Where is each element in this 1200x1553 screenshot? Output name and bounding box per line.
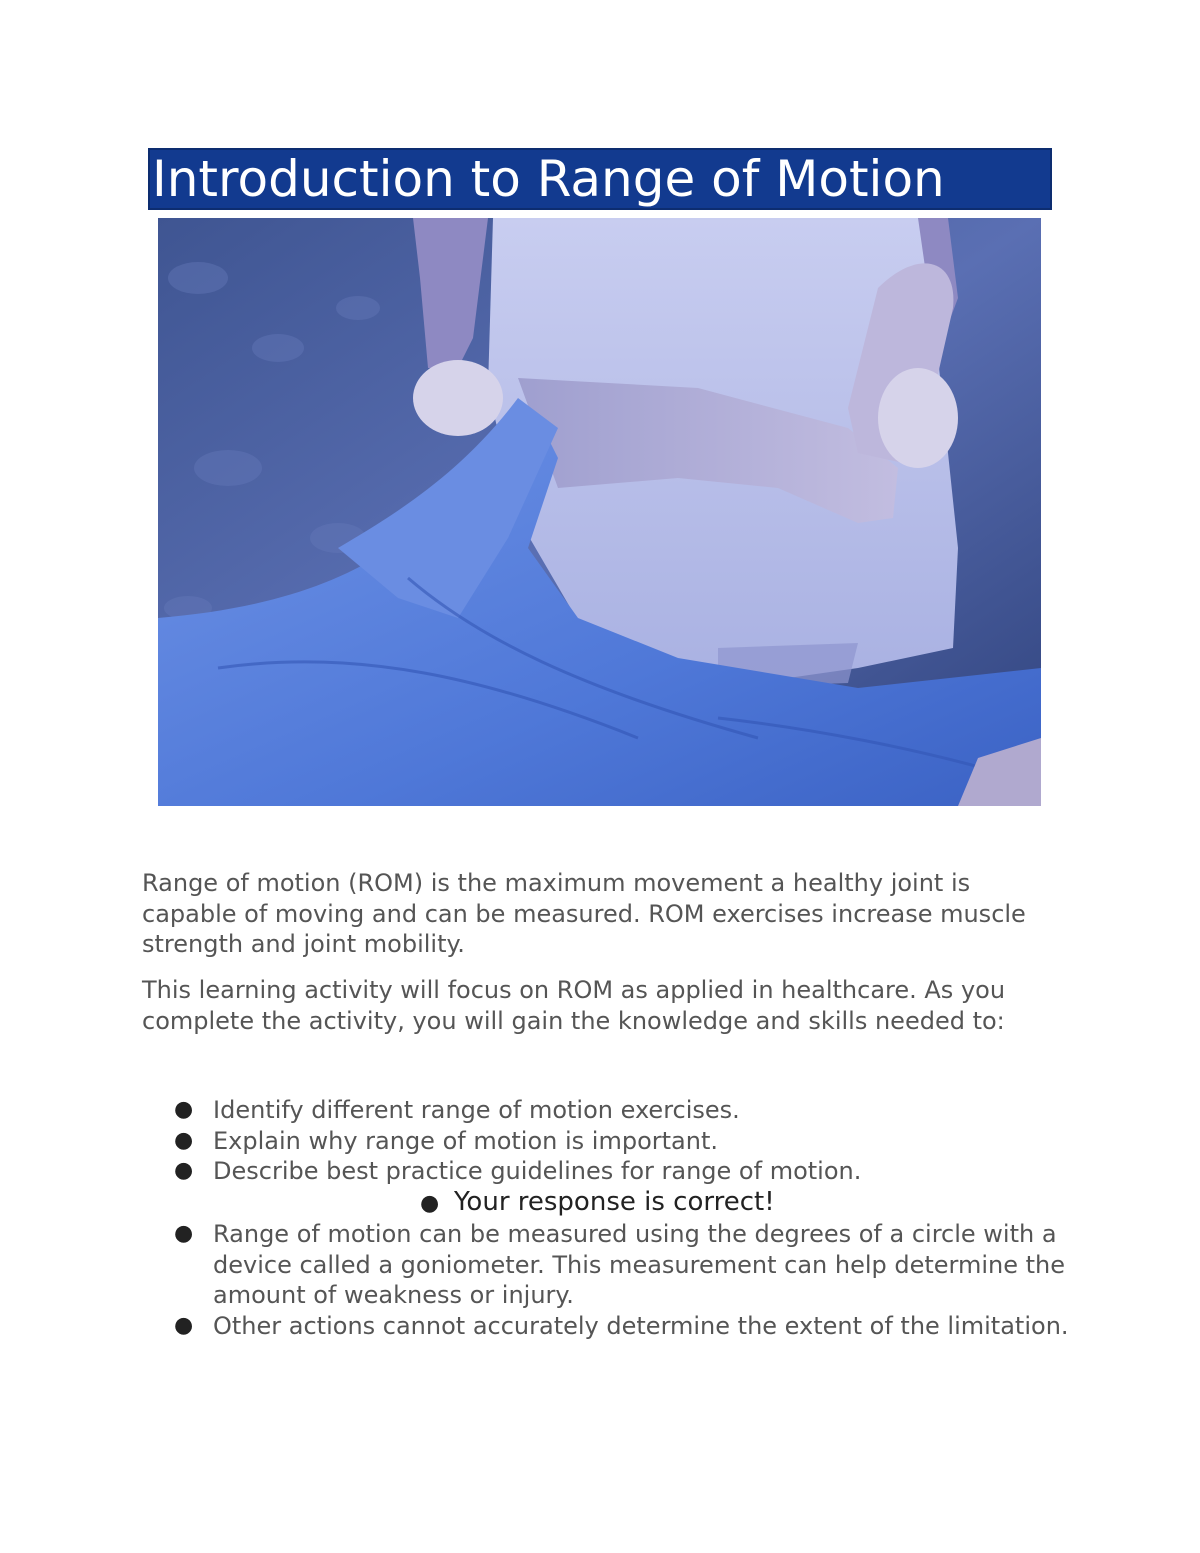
bullet-icon: ● (174, 1097, 194, 1122)
objectives-intro-paragraph: This learning activity will focus on ROM as applied in healthcare. As you complete the activity, you will gain the knowledge and skills needed to: (142, 976, 1006, 1035)
bullet-icon: ● (174, 1221, 194, 1246)
list-item: ● Other actions cannot accurately determine the extent of the limitation. (174, 1311, 1069, 1340)
intro-paragraph: Range of motion (ROM) is the maximum movement a healthy joint is capable of moving and can be measured. ROM exercises increase muscle strength and joint mobility. (142, 869, 1026, 958)
bullet-icon: ● (174, 1127, 194, 1153)
list-item: ● Explain why range of motion is important. (174, 1126, 718, 1155)
title-banner (148, 148, 1052, 210)
bullet-icon: ● (174, 1158, 194, 1183)
page-title: Introduction to Range of Motion (152, 150, 945, 208)
feedback-heading: ● Your response is correct! (420, 1186, 775, 1220)
list-item: ● Describe best practice guidelines for range of motion. (174, 1157, 862, 1185)
objectives-list (142, 1095, 1072, 1187)
feedback-list (142, 1219, 1072, 1341)
range-of-motion-photo (158, 218, 1041, 806)
bullet-icon: ● (174, 1312, 194, 1338)
bullet-icon: ● (420, 1191, 440, 1216)
list-item: ● Identify different range of motion exercises. (174, 1096, 740, 1124)
list-item: ● Range of motion can be measured using the degrees of a circle with a device called a goniometer. This measurement can help determine the amount of weakness or injury. (174, 1220, 1066, 1309)
